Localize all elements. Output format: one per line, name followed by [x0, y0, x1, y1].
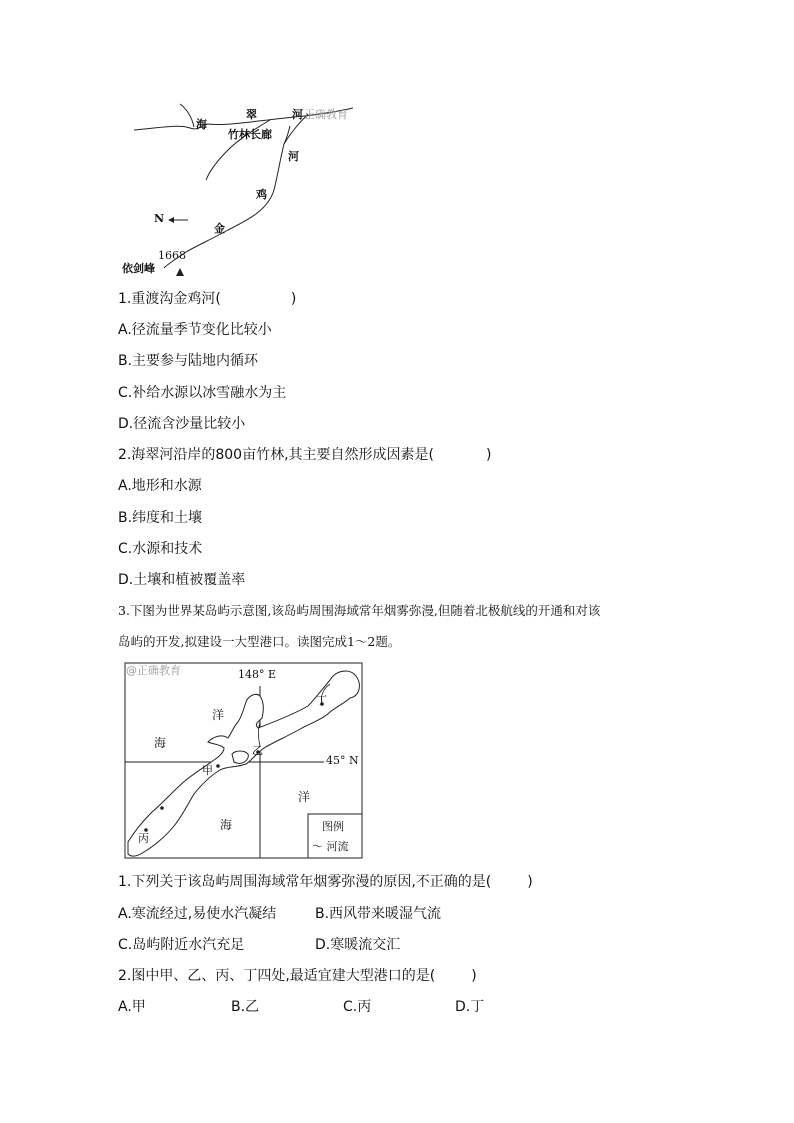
p2-q2-option-a: A.甲	[118, 999, 146, 1015]
map1-label-hai: 海	[196, 118, 207, 131]
map1-label-he: 河	[288, 150, 299, 163]
q2-option-d: D.土壤和植被覆盖率	[118, 572, 246, 588]
map2-watermark: @正确教育	[126, 664, 181, 677]
label-bing: 丙	[138, 832, 149, 845]
p2-q1-option-b: B.西风带来暖湿气流	[315, 906, 442, 922]
p2-q2-stem: 2.图中甲、乙、丙、丁四处,最适宜建大型港口的是( )	[118, 968, 477, 984]
legend-river: ～ 河流	[312, 840, 349, 853]
q2-option-a: A.地形和水源	[118, 478, 202, 494]
legend-title: 图例	[322, 820, 344, 833]
map1-peak-label: 依剑峰	[122, 262, 155, 275]
p2-q1-option-a: A.寒流经过,易使水汽凝结	[118, 906, 277, 922]
label-yang-north: 洋	[212, 708, 225, 722]
q1-stem: 1.重渡沟金鸡河( )	[118, 291, 297, 307]
map1-label-he-top: 河	[292, 108, 303, 121]
label-yang-east: 洋	[298, 790, 311, 804]
p2-q2-option-c: C.丙	[343, 999, 372, 1015]
q3-intro-line2: 岛屿的开发,拟建设一大型港口。读图完成1～2题。	[118, 634, 401, 649]
q1-option-b: B.主要参与陆地内循环	[118, 353, 259, 369]
q1-option-d: D.径流含沙量比较小	[118, 416, 246, 432]
point-jia	[216, 764, 220, 768]
map1-watermark: 正确教育	[304, 108, 348, 121]
map1-north-label: N	[154, 212, 165, 225]
q2-option-c: C.水源和技术	[118, 541, 203, 557]
q1-option-c: C.补给水源以冰雪融水为主	[118, 385, 287, 401]
river-map	[122, 100, 368, 280]
q2-stem: 2.海翠河沿岸的800亩竹林,其主要自然形成因素是( )	[118, 447, 492, 463]
label-hai-south: 海	[220, 818, 233, 832]
map1-label-jin: 金	[214, 222, 225, 235]
meridian-label: 148° E	[238, 668, 277, 681]
label-jia: 甲	[202, 764, 213, 777]
q1-option-a: A.径流量季节变化比较小	[118, 322, 272, 338]
map1-elevation: 1668	[158, 249, 186, 262]
label-ding: 丁	[316, 694, 327, 707]
label-yi: 乙	[252, 744, 263, 757]
parallel-label: 45° N	[326, 754, 359, 767]
map1-label-cui: 翠	[246, 108, 257, 121]
q3-intro-line1: 3.下图为世界某岛屿示意图,该岛屿周围海域常年烟雾弥漫,但随着北极航线的开通和对该	[118, 603, 601, 618]
island-map	[124, 662, 364, 860]
map1-label-ji: 鸡	[256, 188, 267, 201]
map1-label-zhulin: 竹林长廊	[228, 128, 272, 141]
p2-q2-option-b: B.乙	[231, 999, 260, 1015]
p2-q2-option-d: D.丁	[455, 999, 485, 1015]
label-hai-west: 海	[154, 736, 167, 750]
p2-q1-option-c: C.岛屿附近水汽充足	[118, 937, 245, 953]
p2-q1-option-d: D.寒暖流交汇	[315, 937, 401, 953]
point-bing	[160, 806, 164, 810]
p2-q1-stem: 1.下列关于该岛屿周围海域常年烟雾弥漫的原因,不正确的是( )	[118, 874, 533, 890]
q2-option-b: B.纬度和土壤	[118, 510, 203, 526]
